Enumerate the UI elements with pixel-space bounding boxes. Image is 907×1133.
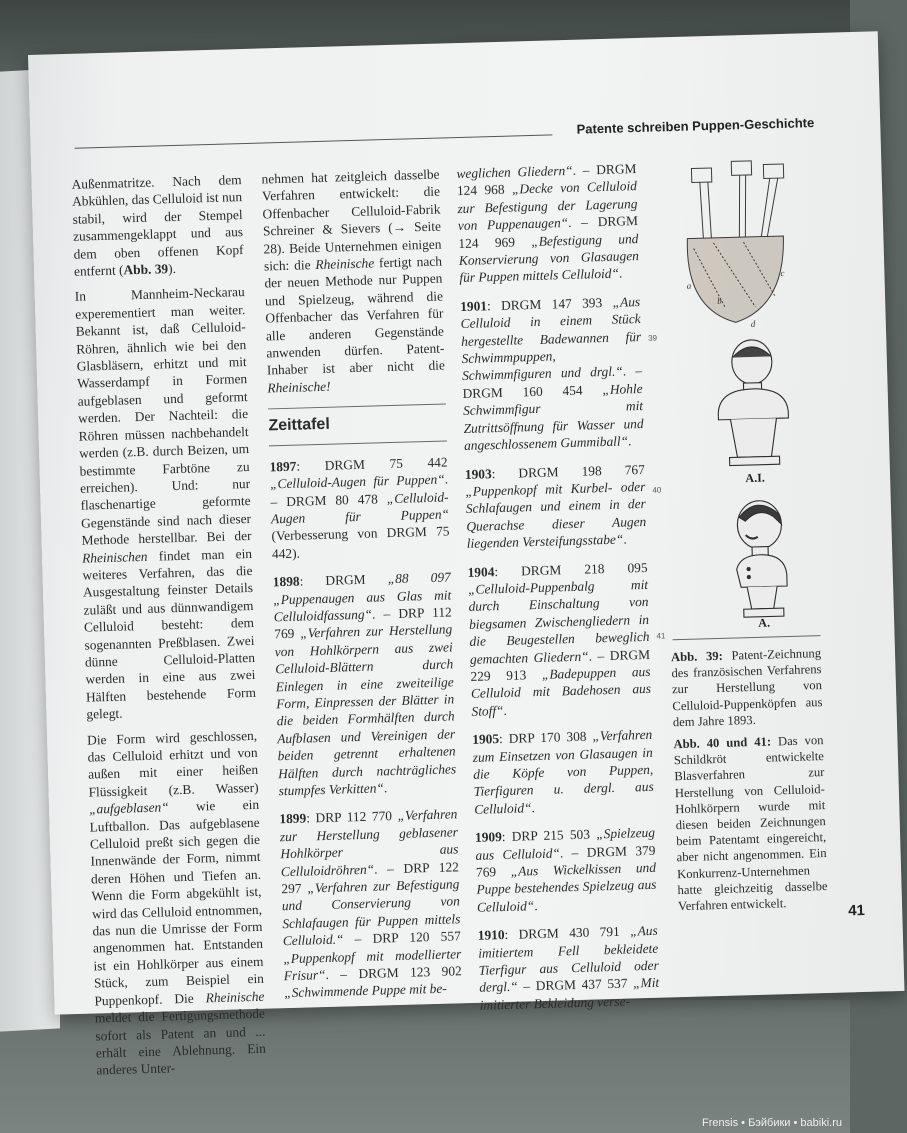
paragraph: Außenmatritze. Nach dem Abkühlen, das Celluloid ist nun stabil, wird der Stempel zusammengeklappt und aus dem oben offenen Kopf entfernt (Abb. 39). [71, 172, 244, 279]
fig39-letter: a [686, 280, 692, 291]
caption-abb-39: Abb. 39: Patent-Zeichnung des französischen Verfahrens zur Herstellung von Celluloid-Puppenköpfen aus dem Jahre 1893. [670, 646, 823, 730]
book-page [28, 31, 904, 1078]
fig41-bust-drawing [735, 500, 788, 617]
paragraph: In Mannheim-Neckarau experementiert man weiter. Bekannt ist, daß Celluloid-Röhren, ähnlich wie bei den Glasbläsern, erhitzt und mit Wasserdampf in Formen aufgeblasen und geformt werden. Der Nachteil: die Röhren müssen nachbehandelt werden (z.B. durch Beizen, um bestimmte Farbtöne zu erreichen). Und: nur flaschenartige geformte Gegenstände sind nach dieser Methode herstellbar. Bei der Rheinischen findet man ein weiteres Verfahren, das die Ausgestaltung feinster Details zuläßt und aus dünnwandigem Celluloid besteht: dem sogenannten Preßblasen. Zwei dünne Celluloid-Platten werden in eine aus zwei Hälften bestehende Form gelegt. [74, 284, 257, 722]
figure-ref: Abb. 39 [123, 261, 169, 278]
running-head-title: Patente schreiben Puppen-Geschichte [576, 115, 815, 137]
fig41-number: 41 [656, 631, 666, 641]
fig40-label: A.I. [745, 470, 765, 486]
timeline-entry-1909: 1909: DRP 215 503 „Spielzeug aus Celluloid“. – DRGM 379 769 „Aus Wickelkissen und Puppe bestehendes Spielzeug aus Celluloid“. [474, 825, 657, 915]
text-column-1 [71, 171, 266, 1087]
timeline-entry-1898: 1898: DRGM „88 097 „Puppenaugen aus Glas mit Celluloidfassung“. – DRP 112 769 „Verfahren zur Herstellung von Hohlkörpern aus zwei Celluloid-Blättern durch Einlegen in eine zweiteilige Form, Einpressen der Blätter in die beiden Formhälften durch Aufblasen und Vereinigen der beiden getrennt erhaltenen Hälften durch nachträgliches stumpfes Verkitten“. [272, 569, 457, 799]
text-column-3 [456, 160, 660, 1025]
patent-drawings-svg [651, 155, 814, 629]
section-divider [268, 404, 446, 410]
fig39-mold-drawing [685, 160, 788, 324]
timeline-entry-1910: 1910: DRGM 430 791 „Aus imitiertem Fell bekleidete Tierfigur aus Celluloid oder dergl.“ – DRGM 437 537 „Mit imitierter Bekleidung verse- [477, 923, 660, 1013]
watermark: Frensis • Бэйбики • babiki.ru [702, 1117, 842, 1129]
section-heading-zeittafel: Zeittafel [268, 416, 331, 435]
fig39-letter: b [716, 295, 722, 306]
patent-illustrations [651, 155, 814, 629]
caption-abb-40-41: Abb. 40 und 41: Das von Schildkröt entwickelte Blasverfahren zur Herstellung von Celluloid-Hohlkörpern wurde mit diesen beiden Zeichnungen beim Patentamt eingereicht, aber nicht angenommen. Ein Konkurrenz-Unternehmen hatte gleichzeitig dasselbe Verfahren entwickelt. [673, 733, 828, 914]
page-number: 41 [847, 901, 866, 920]
header-rule [75, 134, 553, 148]
figure-captions [671, 645, 829, 920]
timeline-entry-1901: 1901: DRGM 147 393 „Aus Celluloid in einem Stück hergestellte Badewannen für Schwimmpuppen, Schwimmfiguren und drgl.“. – DRGM 160 454 „Hohle Schwimmfigur mit Zutrittsöffnung für Wasser und angeschlossenem Gummiball“. [459, 293, 644, 454]
fig39-number: 39 [648, 333, 658, 343]
section-divider [269, 440, 447, 446]
timeline-entry-1897: 1897: DRGM 75 442 „Celluloid-Augen für Puppen“. – DRGM 80 478 „Celluloid-Augen für Puppen“ (Verbesserung von DRGM 75 442). [269, 454, 450, 562]
fig40-number: 40 [652, 485, 662, 495]
paragraph: nehmen hat zeitgleich dasselbe Verfahren entwickelt: die Offenbacher Celluloid-Fabrik Schreiner & Sievers (→ Seite 28). Beide Unternehmen einigen sich: die Rheinische fertigt nach der neuen Methode nur Puppen und Spielzeug, während die Offenbacher das Verfahren für alle anderen Gegenstände anwenden dürfen. Patent-Inhaber ist aber nicht die Rheinische! [261, 166, 446, 396]
timeline-entry-1899: 1899: DRP 112 770 „Verfahren zur Herstellung geblasener Hohlkörper aus Celluloidröhren“. – DRP 122 297 „Verfahren zur Befestigung und Conservierung von Schlafaugen für Puppen mittels Celluloid.“ – DRP 120 557 „Puppenkopf mit modellierter Frisur“. – DRGM 123 902 „Schwimmende Puppe mit be- [279, 806, 462, 1001]
timeline-entry-1899-cont: weglichen Gliedern“. – DRGM 124 968 „Decke von Celluloid zur Befestigung der Lagerung von Puppenaugen“. – DRGM 124 969 „Befestigung und Konservierung von Glasaugen für Puppen mittels Celluloid“. [456, 161, 640, 286]
timeline-entry-1903: 1903: DRGM 198 767 „Puppenkopf mit Kurbel- oder Schlafaugen und einem in der Querachse dieser Augen liegenden Versteifungsstabe“. [464, 461, 647, 552]
timeline-entry-1904: 1904: DRGM 218 095 „Celluloid-Puppenbalg mit durch Einschaltung von biegsamen Zwischengliedern in die Beugestellen beweglich gemachten Gliedern“. – DRGM 229 913 „Badepuppen aus Celluloid mit Badehosen aus Stoff“. [467, 559, 652, 719]
timeline-entry-1905: 1905: DRP 170 308 „Verfahren zum Einsetzen von Glasaugen in die Köpfe von Puppen, Tierfiguren u. dergl. aus Celluloid“. [472, 727, 654, 817]
fig39-letter: c [780, 267, 785, 279]
text-column-2 [261, 166, 462, 1014]
running-head [74, 115, 814, 156]
paragraph: Die Form wird geschlossen, das Celluloid erhitzt und von außen mit einer heißen Flüssigkeit (z.B. Wasser) „aufgeblasen“ wie ein Luftballon. Das aufgeblasene Celluloid preßt sich gegen die Innenwände der Form, nimmt deren Höhen und Tiefen an. Wenn die Form abgekühlt ist, wird das Celluloid entnommen, das nun die Umrisse der Form angenommen hat. Entstanden ist ein Hohlkörper aus einem Stück, zum Beispiel ein Puppenkopf. Die Rheinische meldet die Fertigungsmethode sofort als Patent an und ... erhält eine Ablehnung. Ein anderes Unter- [86, 727, 267, 1078]
caption-rule [673, 635, 821, 640]
fig40-bust-drawing [716, 339, 789, 466]
fig39-letter: d [750, 318, 756, 329]
fig41-label: A. [758, 615, 771, 630]
